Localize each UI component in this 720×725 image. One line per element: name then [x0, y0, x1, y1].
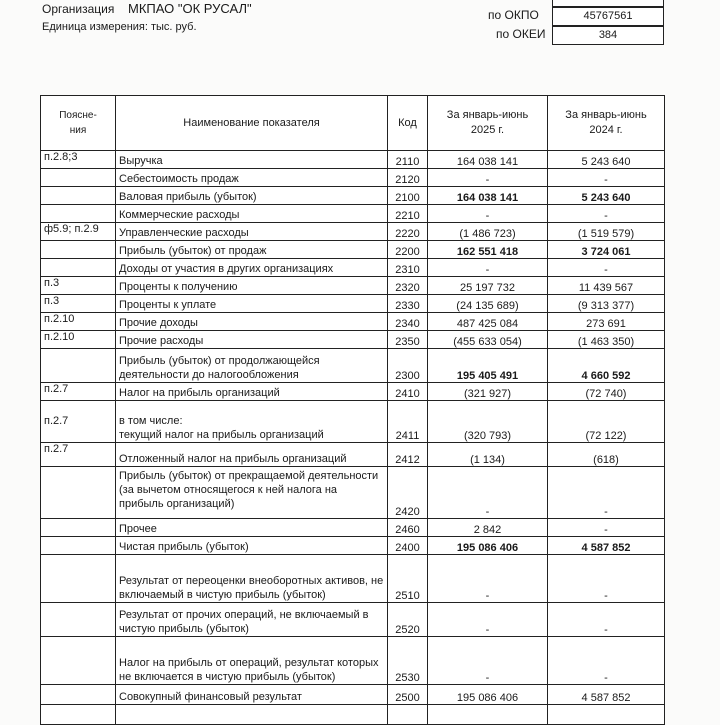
row-value-2024: 273 691	[548, 313, 665, 331]
row-note: п.2.10	[41, 313, 116, 331]
row-name: Результат от переоценки внеоборотных активов, не включаемый в чистую прибыль (убыток)	[116, 555, 388, 603]
table-header-row	[41, 96, 665, 151]
row-code: 2200	[388, 241, 428, 259]
row-name: в том числе: текущий налог на прибыль организаций	[116, 401, 388, 443]
row-value-2025: 195 086 406	[428, 685, 548, 705]
row-value-2025: 2 842	[428, 519, 548, 537]
row-code: 2410	[388, 383, 428, 401]
row-code: 2320	[388, 277, 428, 295]
org-label: Организация	[42, 2, 115, 16]
row-name: Проценты к получению	[116, 277, 388, 295]
col-header-2025: За январь-июнь 2025 г.	[428, 96, 548, 151]
row-code: 2310	[388, 259, 428, 277]
row-value-2025: -	[428, 637, 548, 685]
row-code: 2340	[388, 313, 428, 331]
row-name: Налог на прибыль от операций, результат которых не включается в чистую прибыль (убыток)	[116, 637, 388, 685]
row-value-2024: (72 122)	[548, 401, 665, 443]
row-note: ф5.9; п.2.9	[41, 223, 116, 241]
row-note: п.2.7	[41, 401, 116, 443]
row-name: Чистая прибыль (убыток)	[116, 537, 388, 555]
table-row	[41, 443, 665, 467]
table-row	[41, 349, 665, 383]
row-note	[41, 259, 116, 277]
okpo-value: 45767561	[552, 7, 664, 26]
row-code: 2220	[388, 223, 428, 241]
table-row	[41, 205, 665, 223]
row-code	[388, 705, 428, 725]
row-code: 2530	[388, 637, 428, 685]
row-note	[41, 705, 116, 725]
row-value-2024: (9 313 377)	[548, 295, 665, 313]
row-value-2025	[428, 705, 548, 725]
table-row	[41, 603, 665, 637]
table-row	[41, 537, 665, 555]
row-value-2025: 195 405 491	[428, 349, 548, 383]
row-code: 2350	[388, 331, 428, 349]
row-name: Прибыль (убыток) от продолжающейся деятельности до налогообложения	[116, 349, 388, 383]
financial-results-table	[40, 95, 665, 725]
row-value-2025: -	[428, 603, 548, 637]
row-value-2024: 4 660 592	[548, 349, 665, 383]
row-note	[41, 603, 116, 637]
col-header-name: Наименование показателя	[116, 96, 388, 151]
row-code: 2110	[388, 151, 428, 169]
row-note	[41, 467, 116, 519]
row-note: п.3	[41, 277, 116, 295]
row-name: Совокупный финансовый результат	[116, 685, 388, 705]
row-name: Налог на прибыль организаций	[116, 383, 388, 401]
row-value-2024: -	[548, 555, 665, 603]
row-note: п.3	[41, 295, 116, 313]
row-code: 2120	[388, 169, 428, 187]
table-row	[41, 383, 665, 401]
row-value-2025: (455 633 054)	[428, 331, 548, 349]
row-value-2025: 487 425 084	[428, 313, 548, 331]
row-name: Прибыль (убыток) от прекращаемой деятельности (за вычетом относящегося к ней налога на прибыль организаций)	[116, 467, 388, 519]
row-name: Прочее	[116, 519, 388, 537]
table-row	[41, 187, 665, 205]
table-row	[41, 331, 665, 349]
row-name: Прочие расходы	[116, 331, 388, 349]
row-value-2024: (1 463 350)	[548, 331, 665, 349]
row-value-2024: 3 724 061	[548, 241, 665, 259]
okei-label: по ОКЕИ	[496, 27, 546, 41]
row-value-2025: -	[428, 259, 548, 277]
row-value-2024: -	[548, 259, 665, 277]
row-value-2025: (1 134)	[428, 443, 548, 467]
row-value-2024: -	[548, 467, 665, 519]
okpo-label: по ОКПО	[488, 8, 539, 22]
row-code: 2520	[388, 603, 428, 637]
row-name: Доходы от участия в других организациях	[116, 259, 388, 277]
row-value-2025: -	[428, 205, 548, 223]
row-code: 2412	[388, 443, 428, 467]
table-row	[41, 555, 665, 603]
row-code: 2300	[388, 349, 428, 383]
table-row	[41, 467, 665, 519]
row-value-2024: (72 740)	[548, 383, 665, 401]
row-name: Результат от прочих операций, не включаемый в чистую прибыль (убыток)	[116, 603, 388, 637]
row-value-2024: -	[548, 169, 665, 187]
row-value-2025: (24 135 689)	[428, 295, 548, 313]
table-row-cut-off	[41, 705, 665, 725]
row-name: Проценты к уплате	[116, 295, 388, 313]
table-row	[41, 295, 665, 313]
table-row	[41, 241, 665, 259]
row-value-2025: 164 038 141	[428, 151, 548, 169]
row-value-2025: -	[428, 169, 548, 187]
table-row	[41, 259, 665, 277]
table-row	[41, 685, 665, 705]
table-row	[41, 223, 665, 241]
row-name: Отложенный налог на прибыль организаций	[116, 443, 388, 467]
row-name: Коммерческие расходы	[116, 205, 388, 223]
row-value-2024: -	[548, 603, 665, 637]
table-row	[41, 169, 665, 187]
row-note: п.2.7	[41, 383, 116, 401]
row-name: Управленческие расходы	[116, 223, 388, 241]
row-value-2025: (321 927)	[428, 383, 548, 401]
col-header-note: Поясне- ния	[41, 96, 116, 151]
col-header-2024: За январь-июнь 2024 г.	[548, 96, 665, 151]
col-header-code: Код	[388, 96, 428, 151]
row-note: п.2.10	[41, 331, 116, 349]
row-value-2024: 4 587 852	[548, 537, 665, 555]
row-code: 2460	[388, 519, 428, 537]
row-note	[41, 241, 116, 259]
row-value-2025: -	[428, 555, 548, 603]
row-value-2025: (1 486 723)	[428, 223, 548, 241]
unit-line: Единица измерения: тыс. руб.	[42, 21, 197, 33]
row-note	[41, 685, 116, 705]
code-box-top	[552, 0, 664, 7]
row-value-2025: 162 551 418	[428, 241, 548, 259]
table-row	[41, 277, 665, 295]
table-row	[41, 313, 665, 331]
row-note	[41, 637, 116, 685]
row-value-2025: 25 197 732	[428, 277, 548, 295]
row-note	[41, 205, 116, 223]
row-value-2024: (618)	[548, 443, 665, 467]
table-row	[41, 519, 665, 537]
row-code: 2100	[388, 187, 428, 205]
row-name	[116, 705, 388, 725]
row-note: п.2.7	[41, 443, 116, 467]
row-value-2025: 164 038 141	[428, 187, 548, 205]
row-value-2024: 11 439 567	[548, 277, 665, 295]
row-note	[41, 555, 116, 603]
table-row	[41, 637, 665, 685]
org-name: МКПАО "ОК РУСАЛ"	[128, 1, 252, 16]
table-row	[41, 401, 665, 443]
row-code: 2411	[388, 401, 428, 443]
row-value-2025: -	[428, 467, 548, 519]
row-value-2024: (1 519 579)	[548, 223, 665, 241]
row-value-2024: -	[548, 637, 665, 685]
row-code: 2400	[388, 537, 428, 555]
row-value-2025: 195 086 406	[428, 537, 548, 555]
row-note	[41, 537, 116, 555]
table-row	[41, 151, 665, 169]
row-note	[41, 187, 116, 205]
row-value-2024: 5 243 640	[548, 187, 665, 205]
row-name: Себестоимость продаж	[116, 169, 388, 187]
row-value-2024: -	[548, 205, 665, 223]
row-value-2024: 5 243 640	[548, 151, 665, 169]
row-name: Выручка	[116, 151, 388, 169]
row-code: 2210	[388, 205, 428, 223]
row-code: 2330	[388, 295, 428, 313]
row-value-2024: -	[548, 519, 665, 537]
row-name: Прочие доходы	[116, 313, 388, 331]
row-note	[41, 349, 116, 383]
row-name: Прибыль (убыток) от продаж	[116, 241, 388, 259]
row-code: 2510	[388, 555, 428, 603]
row-note: п.2.8;3	[41, 151, 116, 169]
row-note	[41, 519, 116, 537]
row-code: 2500	[388, 685, 428, 705]
row-value-2024: 4 587 852	[548, 685, 665, 705]
row-note	[41, 169, 116, 187]
row-code: 2420	[388, 467, 428, 519]
row-value-2025: (320 793)	[428, 401, 548, 443]
row-value-2024	[548, 705, 665, 725]
okei-value: 384	[552, 26, 664, 45]
row-name: Валовая прибыль (убыток)	[116, 187, 388, 205]
